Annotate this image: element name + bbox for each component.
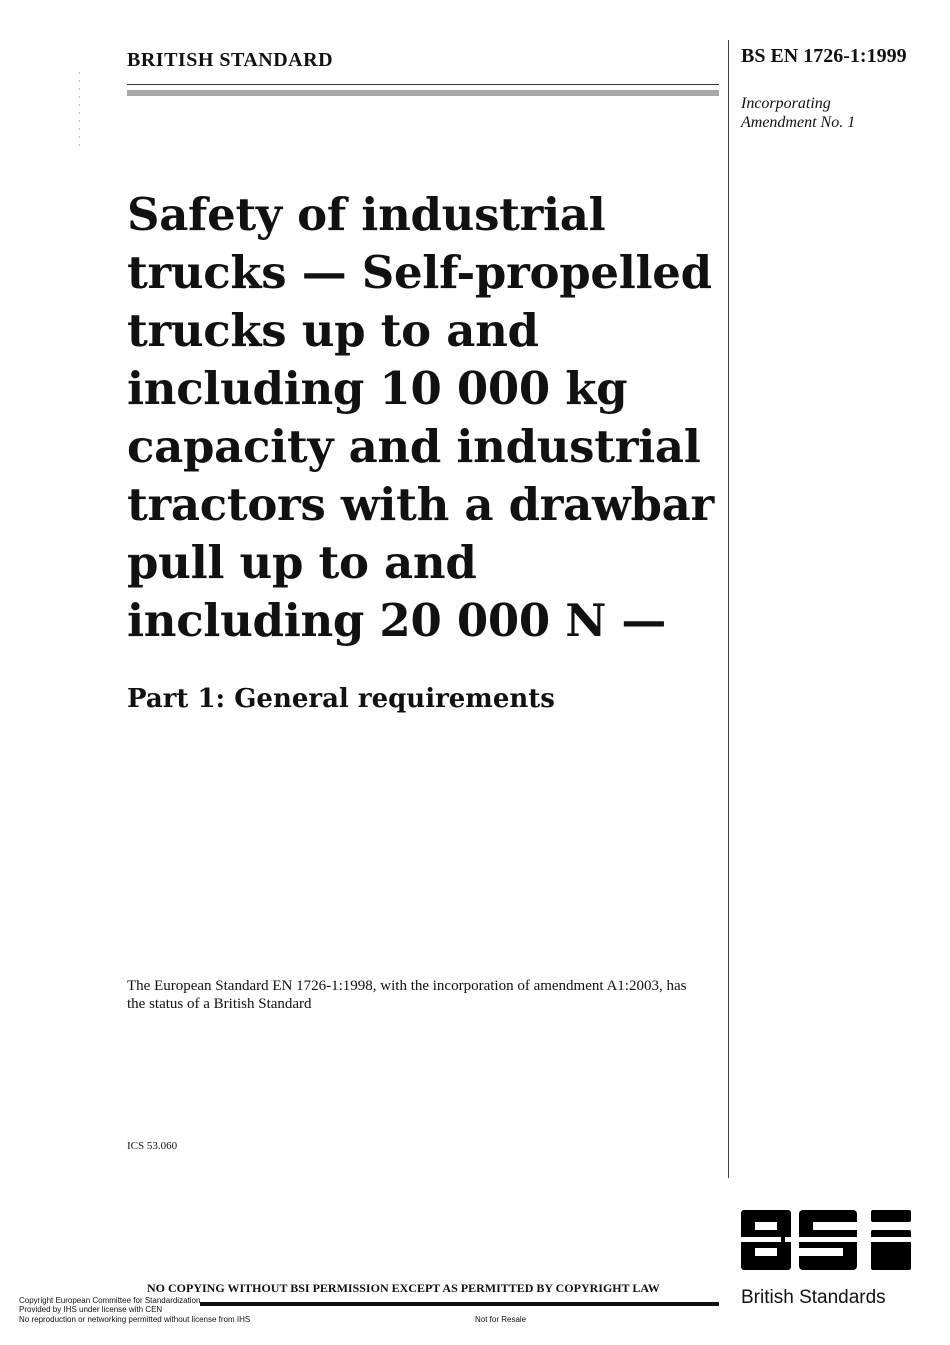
standard-number: BS EN 1726-1:1999 [741, 45, 907, 67]
amendment-line-1: Incorporating [741, 95, 831, 112]
document-part-title: Part 1: General requirements [127, 684, 555, 714]
brand-name: British Standards [741, 1287, 886, 1308]
header-rule-thick [127, 90, 719, 96]
document-title: Safety of industrial trucks — Self-propelled trucks up to and including 10 000 kg capacity and industrial tractors with a drawbar pull up to and including 20 000 N — [127, 188, 714, 647]
not-for-resale-note: Not for Resale [475, 1315, 527, 1324]
amendment-line-2: Amendment No. 1 [741, 114, 856, 131]
bsi-logo-icon [741, 1210, 911, 1270]
amendment-note [741, 94, 941, 132]
license-line-2: Provided by IHS under license with CEN [19, 1305, 163, 1314]
header-label: BRITISH STANDARD [127, 49, 334, 71]
license-line-3: No reproduction or networking permitted without license from IHS [19, 1315, 251, 1324]
status-statement: The European Standard EN 1726-1:1998, with the incorporation of amendment A1:2003, has the status of a British Standard [127, 978, 687, 1012]
copyright-warning: NO COPYING WITHOUT BSI PERMISSION EXCEPT AS PERMITTED BY COPYRIGHT LAW [147, 1281, 660, 1295]
footer-rule [200, 1302, 719, 1306]
header-rule-thin [127, 84, 719, 85]
vertical-divider [728, 40, 729, 1178]
margin-marks [78, 72, 81, 150]
ics-code: ICS 53.060 [127, 1140, 178, 1152]
license-line-1: Copyright European Committee for Standardization [19, 1296, 201, 1305]
